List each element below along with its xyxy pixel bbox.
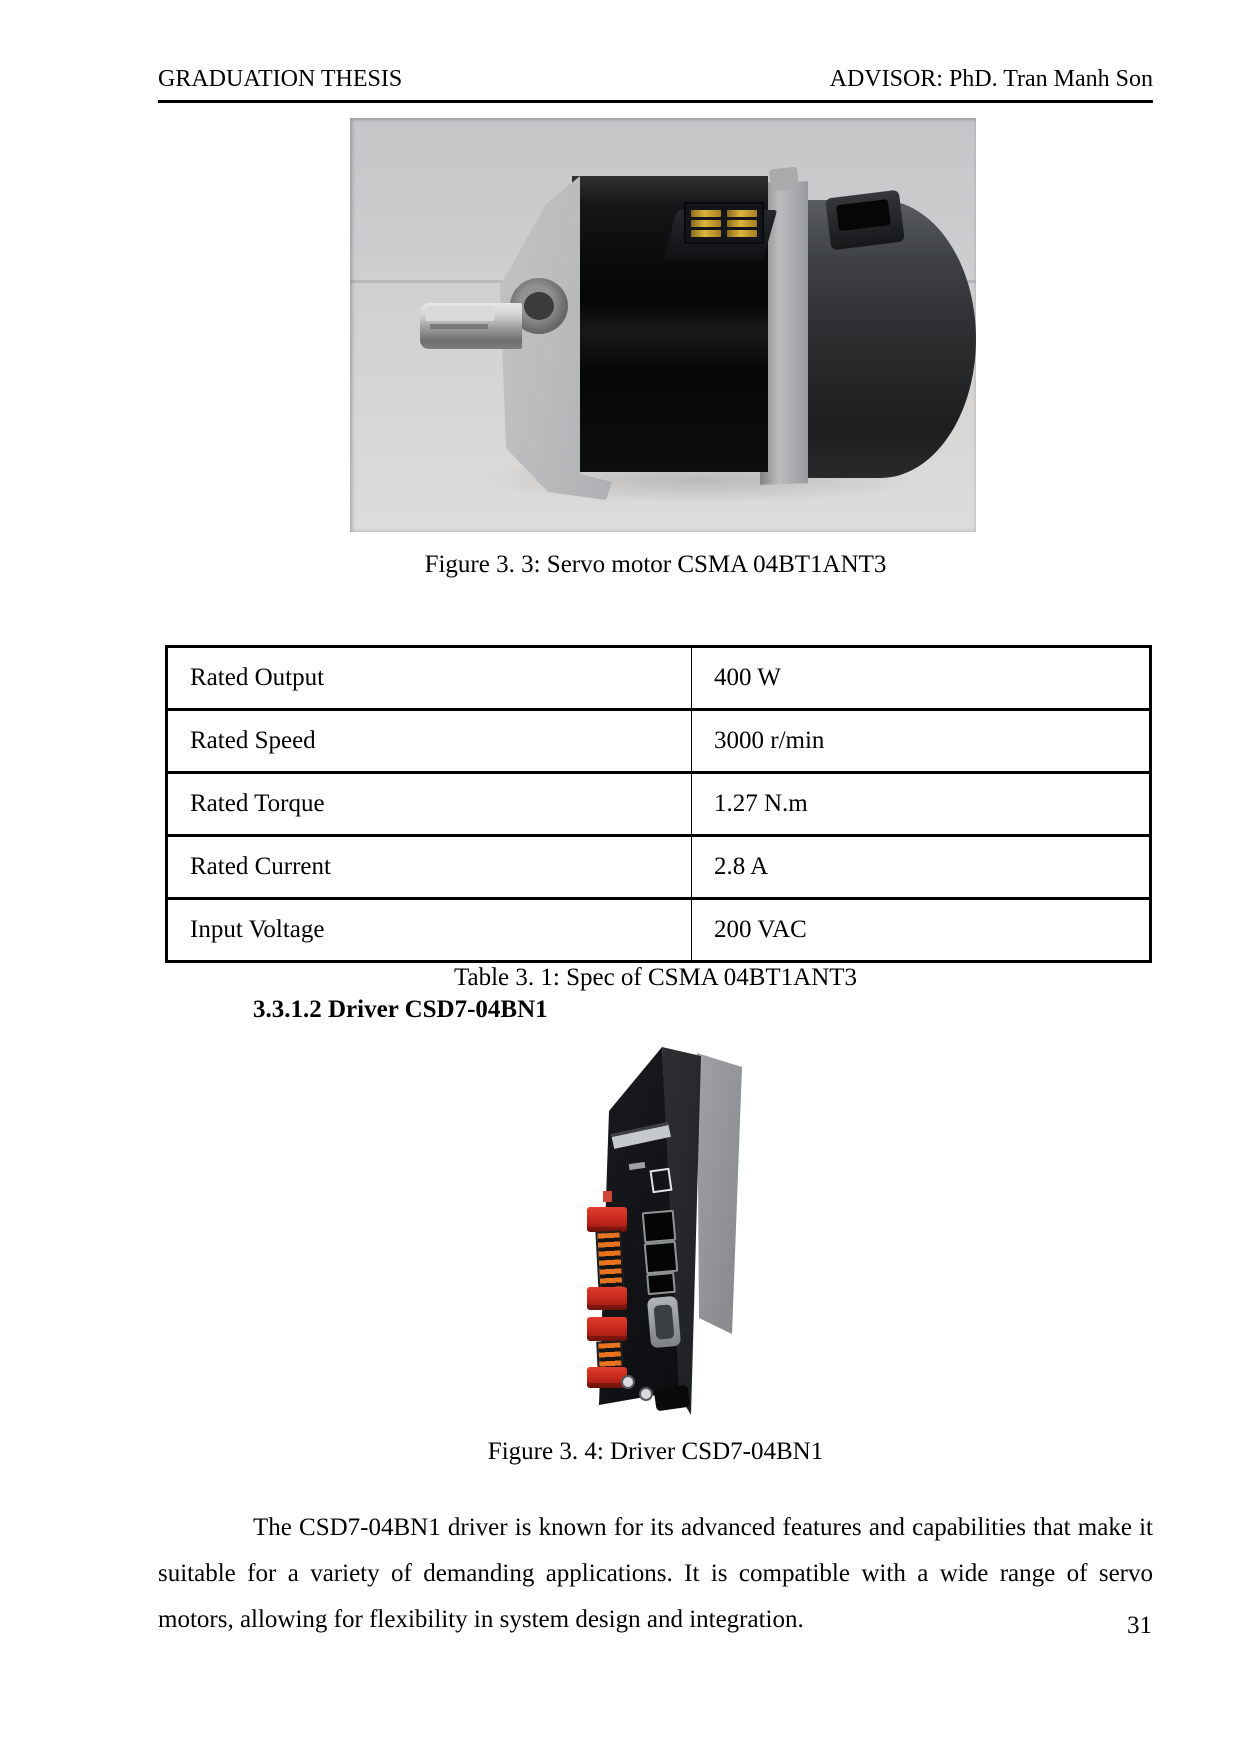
driver-screw	[621, 1375, 635, 1389]
driver-dsub-connector	[647, 1296, 681, 1348]
table-row	[167, 836, 1151, 899]
pin-group-right	[726, 207, 758, 240]
driver-red-connector	[587, 1207, 627, 1232]
driver-screw	[639, 1387, 653, 1401]
driver-bottom-connector	[654, 1385, 691, 1412]
gold-pin	[691, 220, 721, 227]
spec-label: Rated Current	[167, 836, 692, 899]
spec-label: Input Voltage	[167, 899, 692, 962]
section-heading: 3.3.1.2 Driver CSD7-04BN1	[253, 996, 548, 1023]
table-row	[167, 773, 1151, 836]
gold-pin	[727, 220, 757, 227]
motor-top-connector-pins	[684, 202, 764, 244]
figure-caption-driver: Figure 3. 4: Driver CSD7-04BN1	[487, 1438, 824, 1465]
motor-rear-connector-slot	[836, 199, 891, 231]
driver-red-connector	[587, 1317, 627, 1341]
spec-value: 200 VAC	[692, 899, 1151, 962]
gold-pin	[691, 230, 721, 237]
spec-value: 1.27 N.m	[692, 773, 1151, 836]
spec-value: 2.8 A	[692, 836, 1151, 899]
header-left-title: GRADUATION THESIS	[158, 66, 403, 92]
spec-label: Rated Output	[167, 647, 692, 710]
gold-pin	[691, 210, 721, 217]
motor-clamp-tab	[769, 167, 799, 192]
driver-terminal-strip	[595, 1230, 624, 1293]
driver-red-connector	[587, 1287, 627, 1310]
spec-value: 400 W	[692, 647, 1151, 710]
page-number: 31	[1127, 1612, 1152, 1639]
motor-bearing-core	[524, 292, 554, 320]
driver-display-window	[649, 1168, 672, 1194]
gold-pin	[727, 210, 757, 217]
motor-rear-connector	[825, 190, 905, 251]
table-row	[167, 647, 1151, 710]
table-row	[167, 899, 1151, 962]
body-paragraph: The CSD7-04BN1 driver is known for its advanced features and capabilities that make it suitable for a variety of demanding applications. It is compatible with a wide range of servo motors, allowing for flexibility in system design and integration.	[158, 1514, 1153, 1633]
figure-caption-motor: Figure 3. 3: Servo motor CSMA 04BT1ANT3	[424, 551, 887, 578]
spec-table	[165, 645, 1152, 963]
spec-value: 3000 r/min	[692, 710, 1151, 773]
motor-shaft-keyway	[430, 324, 488, 329]
page-header	[158, 66, 1153, 103]
header-right-advisor: ADVISOR: PhD. Tran Manh Son	[829, 66, 1153, 92]
spec-label: Rated Torque	[167, 773, 692, 836]
driver-ethernet-port	[642, 1210, 677, 1244]
driver-io-port	[646, 1272, 676, 1295]
driver-photo	[585, 1045, 745, 1425]
table-row	[167, 710, 1151, 773]
gold-pin	[727, 230, 757, 237]
driver-dsub-inner	[654, 1304, 675, 1339]
table-caption: Table 3. 1: Spec of CSMA 04BT1ANT3	[453, 964, 858, 991]
servo-motor-photo	[350, 118, 976, 532]
motor-shaft-keyflat	[426, 306, 494, 321]
driver-warning-label	[603, 1191, 612, 1202]
spec-label: Rated Speed	[167, 710, 692, 773]
driver-ethernet-port	[644, 1241, 679, 1275]
pin-group-left	[690, 207, 722, 240]
